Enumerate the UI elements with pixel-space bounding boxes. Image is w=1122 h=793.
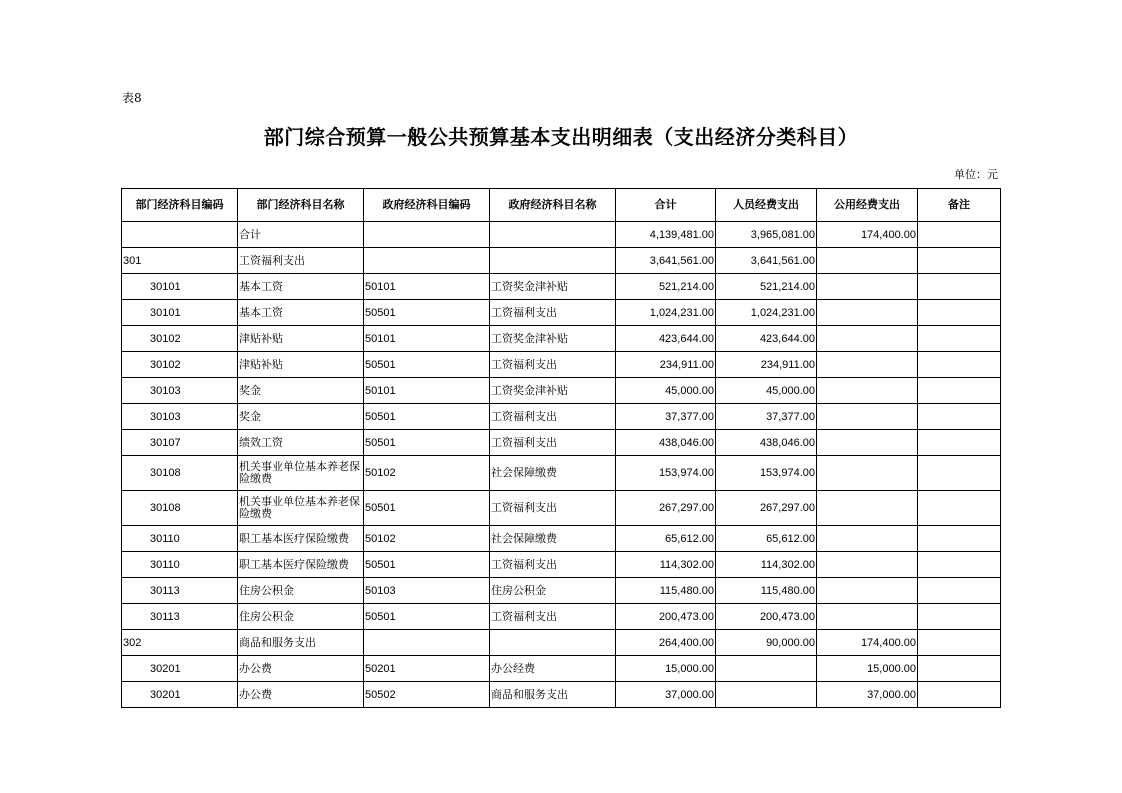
- cell-gov-code: 50501: [364, 491, 490, 526]
- table-row: [122, 352, 1001, 378]
- cell-note: [918, 326, 1001, 352]
- cell-note: [918, 352, 1001, 378]
- cell-public: [817, 248, 918, 274]
- cell-dept-name: [238, 526, 364, 552]
- cell-gov-code: 50101: [364, 274, 490, 300]
- cell-gov-name: 社会保障缴费: [490, 526, 616, 552]
- cell-gov-name: [490, 248, 616, 274]
- cell-total: 267,297.00: [616, 491, 716, 526]
- cell-dept-code: 30108: [122, 456, 238, 491]
- cell-public: [817, 404, 918, 430]
- cell-personnel: [716, 682, 817, 708]
- table-row: [122, 682, 1001, 708]
- cell-gov-name: 工资奖金津补贴: [490, 274, 616, 300]
- cell-dept-name: 机关事业单位基本养老保险缴费: [238, 456, 364, 491]
- cell-total: 65,612.00: [616, 526, 716, 552]
- cell-dept-code: 30103: [122, 378, 238, 404]
- cell-personnel: 234,911.00: [716, 352, 817, 378]
- cell-dept-name: 合计: [238, 222, 364, 248]
- cell-note: [918, 630, 1001, 656]
- cell-gov-code: 50201: [364, 656, 490, 682]
- cell-total: 234,911.00: [616, 352, 716, 378]
- cell-public: 174,400.00: [817, 630, 918, 656]
- table-row: [122, 248, 1001, 274]
- cell-public: [817, 300, 918, 326]
- cell-dept-code: 30108: [122, 491, 238, 526]
- cell-public: [817, 456, 918, 491]
- cell-total: 37,000.00: [616, 682, 716, 708]
- cell-personnel: 37,377.00: [716, 404, 817, 430]
- cell-dept-code: 30102: [122, 326, 238, 352]
- cell-gov-code: [364, 248, 490, 274]
- cell-dept-name: 办公费: [238, 656, 364, 682]
- cell-personnel: 521,214.00: [716, 274, 817, 300]
- cell-gov-name: 工资奖金津补贴: [490, 378, 616, 404]
- cell-gov-code: [364, 630, 490, 656]
- cell-total: 15,000.00: [616, 656, 716, 682]
- cell-gov-code: 50501: [364, 604, 490, 630]
- cell-dept-name: 津贴补贴: [238, 326, 364, 352]
- cell-gov-name: 工资福利支出: [490, 604, 616, 630]
- header-public: 公用经费支出: [817, 189, 918, 222]
- cell-dept-code: 30113: [122, 578, 238, 604]
- table-row: [122, 430, 1001, 456]
- cell-gov-name: 工资福利支出: [490, 404, 616, 430]
- cell-dept-code: 30101: [122, 300, 238, 326]
- cell-gov-code: 50102: [364, 456, 490, 491]
- cell-dept-code: [122, 222, 238, 248]
- table-row: [122, 456, 1001, 491]
- table-row: [122, 578, 1001, 604]
- table-row: [122, 630, 1001, 656]
- header-total: 合计: [616, 189, 716, 222]
- cell-dept-code: 30102: [122, 352, 238, 378]
- cell-dept-code: 30103: [122, 404, 238, 430]
- cell-dept-name: 奖金: [238, 378, 364, 404]
- table-row: [122, 222, 1001, 248]
- cell-dept-code: 30101: [122, 274, 238, 300]
- cell-dept-code: 30107: [122, 430, 238, 456]
- cell-gov-code: 50501: [364, 552, 490, 578]
- table-header-row: [122, 189, 1001, 222]
- cell-note: [918, 222, 1001, 248]
- cell-dept-code: 30110: [122, 552, 238, 578]
- table-row: [122, 604, 1001, 630]
- cell-gov-name: 工资福利支出: [490, 552, 616, 578]
- cell-total: 423,644.00: [616, 326, 716, 352]
- cell-total: 1,024,231.00: [616, 300, 716, 326]
- cell-total: 114,302.00: [616, 552, 716, 578]
- table-row: [122, 656, 1001, 682]
- cell-dept-code: 30201: [122, 656, 238, 682]
- header-dept-name: 部门经济科目名称: [238, 189, 364, 222]
- cell-dept-name: 基本工资: [238, 274, 364, 300]
- table-row: [122, 491, 1001, 526]
- cell-note: [918, 491, 1001, 526]
- cell-note: [918, 274, 1001, 300]
- cell-dept-name: 机关事业单位基本养老保险缴费: [238, 491, 364, 526]
- cell-note: [918, 456, 1001, 491]
- cell-dept-name: [238, 552, 364, 578]
- cell-dept-code: 302: [122, 630, 238, 656]
- cell-personnel: 423,644.00: [716, 326, 817, 352]
- cell-gov-code: 50501: [364, 404, 490, 430]
- cell-dept-name: 绩效工资: [238, 430, 364, 456]
- cell-public: [817, 352, 918, 378]
- cell-gov-code: 50502: [364, 682, 490, 708]
- cell-gov-name: 办公经费: [490, 656, 616, 682]
- cell-personnel: 1,024,231.00: [716, 300, 817, 326]
- table-row: [122, 552, 1001, 578]
- cell-note: [918, 656, 1001, 682]
- header-note: 备注: [918, 189, 1001, 222]
- header-gov-name: 政府经济科目名称: [490, 189, 616, 222]
- cell-gov-name: 工资福利支出: [490, 430, 616, 456]
- cell-gov-name: 社会保障缴费: [490, 456, 616, 491]
- cell-dept-name-text: 职工基本医疗保险缴费: [239, 532, 349, 545]
- cell-dept-code: 301: [122, 248, 238, 274]
- cell-note: [918, 248, 1001, 274]
- cell-note: [918, 300, 1001, 326]
- cell-personnel: 3,965,081.00: [716, 222, 817, 248]
- cell-public: [817, 526, 918, 552]
- cell-total: 4,139,481.00: [616, 222, 716, 248]
- cell-gov-name: 工资福利支出: [490, 352, 616, 378]
- table-row: [122, 300, 1001, 326]
- cell-public: [817, 430, 918, 456]
- cell-gov-name: [490, 630, 616, 656]
- table-row: [122, 526, 1001, 552]
- table-row: [122, 404, 1001, 430]
- cell-public: [817, 578, 918, 604]
- cell-total: 438,046.00: [616, 430, 716, 456]
- cell-public: [817, 552, 918, 578]
- header-personnel: 人员经费支出: [716, 189, 817, 222]
- cell-personnel: 200,473.00: [716, 604, 817, 630]
- cell-dept-name: 商品和服务支出: [238, 630, 364, 656]
- cell-total: 3,641,561.00: [616, 248, 716, 274]
- cell-public: 174,400.00: [817, 222, 918, 248]
- cell-total: 115,480.00: [616, 578, 716, 604]
- cell-note: [918, 526, 1001, 552]
- cell-gov-name: 住房公积金: [490, 578, 616, 604]
- table-body: [122, 222, 1001, 708]
- cell-gov-name: 工资福利支出: [490, 491, 616, 526]
- cell-gov-code: 50101: [364, 378, 490, 404]
- cell-total: 264,400.00: [616, 630, 716, 656]
- cell-gov-name: [490, 222, 616, 248]
- cell-personnel: 65,612.00: [716, 526, 817, 552]
- cell-gov-code: 50102: [364, 526, 490, 552]
- cell-public: 15,000.00: [817, 656, 918, 682]
- cell-dept-code: 30113: [122, 604, 238, 630]
- table-row: [122, 274, 1001, 300]
- cell-total: 200,473.00: [616, 604, 716, 630]
- cell-gov-code: 50501: [364, 430, 490, 456]
- page-title: 部门综合预算一般公共预算基本支出明细表（支出经济分类科目）: [263, 125, 859, 149]
- cell-gov-code: 50101: [364, 326, 490, 352]
- cell-public: [817, 604, 918, 630]
- cell-gov-name: 工资奖金津补贴: [490, 326, 616, 352]
- table-row: [122, 326, 1001, 352]
- header-gov-code: 政府经济科目编码: [364, 189, 490, 222]
- cell-public: [817, 491, 918, 526]
- cell-note: [918, 682, 1001, 708]
- cell-gov-code: 50501: [364, 352, 490, 378]
- cell-gov-code: [364, 222, 490, 248]
- cell-dept-code: 30201: [122, 682, 238, 708]
- cell-total: 521,214.00: [616, 274, 716, 300]
- cell-note: [918, 578, 1001, 604]
- cell-public: [817, 326, 918, 352]
- cell-personnel: 45,000.00: [716, 378, 817, 404]
- cell-dept-name: 基本工资: [238, 300, 364, 326]
- cell-note: [918, 552, 1001, 578]
- cell-public: [817, 274, 918, 300]
- cell-dept-name: 津贴补贴: [238, 352, 364, 378]
- cell-note: [918, 378, 1001, 404]
- table-number: 表8: [122, 91, 142, 105]
- cell-personnel: 3,641,561.00: [716, 248, 817, 274]
- cell-dept-name: 奖金: [238, 404, 364, 430]
- cell-dept-code: 30110: [122, 526, 238, 552]
- expenditure-table: [121, 188, 1001, 708]
- unit-label: 单位：元: [954, 168, 998, 181]
- cell-note: [918, 430, 1001, 456]
- cell-personnel: 114,302.00: [716, 552, 817, 578]
- table-row: [122, 378, 1001, 404]
- cell-gov-name: 工资福利支出: [490, 300, 616, 326]
- cell-personnel: 90,000.00: [716, 630, 817, 656]
- cell-personnel: 115,480.00: [716, 578, 817, 604]
- cell-personnel: [716, 656, 817, 682]
- cell-total: 45,000.00: [616, 378, 716, 404]
- cell-dept-name-text: 职工基本医疗保险缴费: [239, 558, 349, 571]
- cell-public: 37,000.00: [817, 682, 918, 708]
- cell-gov-code: 50501: [364, 300, 490, 326]
- cell-personnel: 153,974.00: [716, 456, 817, 491]
- cell-dept-name: 办公费: [238, 682, 364, 708]
- cell-dept-name: 住房公积金: [238, 578, 364, 604]
- cell-gov-code: 50103: [364, 578, 490, 604]
- cell-total: 37,377.00: [616, 404, 716, 430]
- cell-dept-name: 住房公积金: [238, 604, 364, 630]
- cell-personnel: 438,046.00: [716, 430, 817, 456]
- cell-total: 153,974.00: [616, 456, 716, 491]
- cell-note: [918, 604, 1001, 630]
- cell-gov-name: 商品和服务支出: [490, 682, 616, 708]
- cell-dept-name: 工资福利支出: [238, 248, 364, 274]
- header-dept-code: 部门经济科目编码: [122, 189, 238, 222]
- cell-note: [918, 404, 1001, 430]
- cell-personnel: 267,297.00: [716, 491, 817, 526]
- cell-public: [817, 378, 918, 404]
